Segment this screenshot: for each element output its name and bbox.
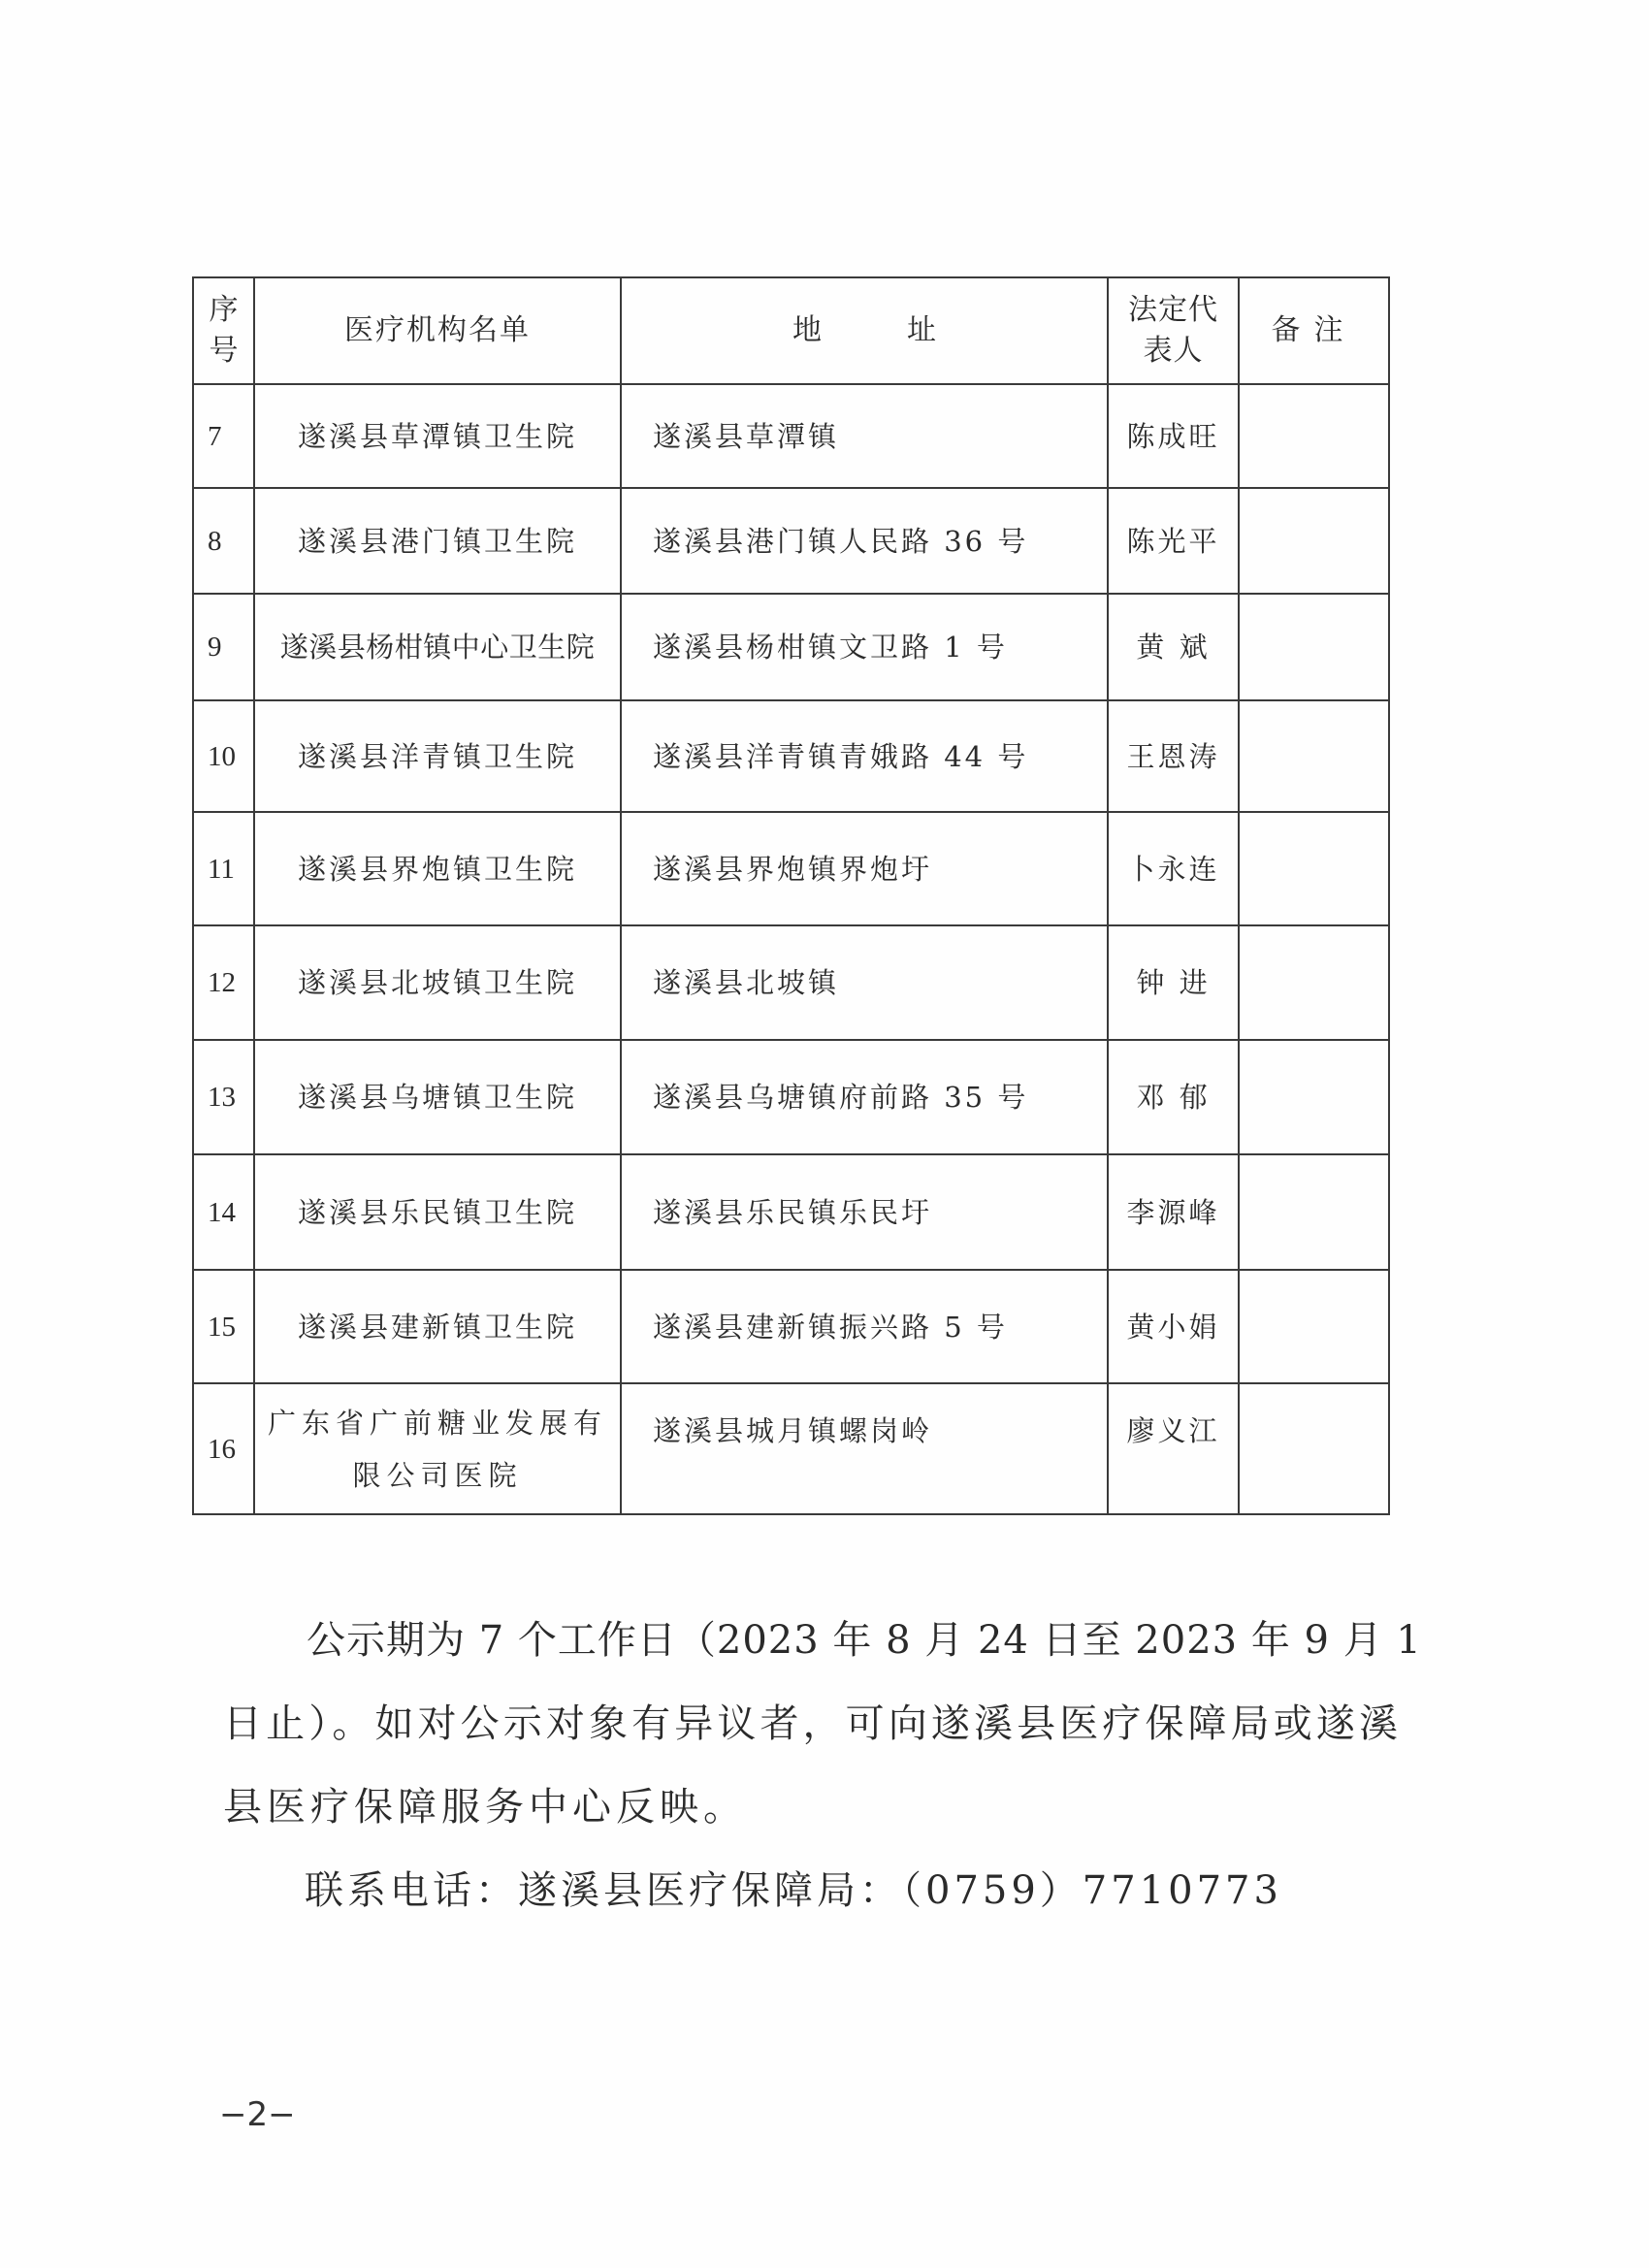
cell-serial-number: 7 [193, 384, 254, 488]
contact-phone: 联系电话：遂溪县医疗保障局：（0759）7710773 [305, 1868, 1282, 1913]
notice-line-3: 县医疗保障服务中心反映。 [223, 1785, 747, 1830]
cell-legal-representative: 邓 郁 [1108, 1040, 1239, 1154]
cell-address: 遂溪县杨柑镇文卫路 1 号 [621, 594, 1108, 700]
cell-institution-name: 遂溪县建新镇卫生院 [254, 1270, 621, 1383]
institution-name-line2: 限公司医院 [352, 1458, 523, 1492]
cell-legal-representative: 黄小娟 [1108, 1270, 1239, 1383]
institution-name-line1: 广东省广前糖业发展有 [267, 1406, 607, 1440]
cell-legal-representative: 黄 斌 [1108, 594, 1239, 700]
header-serial-line2: 号 [209, 334, 239, 368]
cell-remarks [1239, 925, 1389, 1040]
cell-legal-representative: 卜永连 [1108, 812, 1239, 925]
cell-remarks [1239, 594, 1389, 700]
cell-institution-name: 遂溪县港门镇卫生院 [254, 488, 621, 594]
cell-address: 遂溪县洋青镇青娥路 44 号 [621, 700, 1108, 812]
notice-paragraph [223, 1616, 1422, 1950]
cell-institution-name [254, 1383, 621, 1514]
header-rep-line1: 法定代 [1128, 293, 1218, 327]
page-number: −2− [219, 2095, 296, 2134]
cell-address: 遂溪县草潭镇 [621, 384, 1108, 488]
cell-institution-name: 遂溪县杨柑镇中心卫生院 [254, 594, 621, 700]
cell-institution-name: 遂溪县北坡镇卫生院 [254, 925, 621, 1040]
cell-legal-representative: 廖义江 [1108, 1383, 1239, 1514]
cell-serial-number: 11 [193, 812, 254, 925]
cell-serial-number: 8 [193, 488, 254, 594]
cell-remarks [1239, 1270, 1389, 1383]
header-serial-number [193, 277, 254, 384]
cell-institution-name: 遂溪县洋青镇卫生院 [254, 700, 621, 812]
cell-remarks [1239, 1040, 1389, 1154]
cell-remarks [1239, 812, 1389, 925]
table-row [193, 1270, 1389, 1383]
medical-institutions-table [192, 276, 1390, 1515]
cell-legal-representative: 李源峰 [1108, 1154, 1239, 1270]
table-row [193, 1040, 1389, 1154]
cell-serial-number: 16 [193, 1383, 254, 1514]
cell-serial-number: 14 [193, 1154, 254, 1270]
table-row [193, 488, 1389, 594]
cell-serial-number: 15 [193, 1270, 254, 1383]
cell-institution-name: 遂溪县乌塘镇卫生院 [254, 1040, 621, 1154]
cell-serial-number: 12 [193, 925, 254, 1040]
table-row [193, 700, 1389, 812]
table-row [193, 1383, 1389, 1514]
cell-institution-name: 遂溪县界炮镇卫生院 [254, 812, 621, 925]
cell-serial-number: 13 [193, 1040, 254, 1154]
cell-institution-name: 遂溪县草潭镇卫生院 [254, 384, 621, 488]
cell-remarks [1239, 1154, 1389, 1270]
table-row [193, 384, 1389, 488]
cell-address: 遂溪县乐民镇乐民圩 [621, 1154, 1108, 1270]
cell-remarks [1239, 384, 1389, 488]
cell-address: 遂溪县乌塘镇府前路 35 号 [621, 1040, 1108, 1154]
header-remarks: 备注 [1239, 277, 1389, 384]
header-address-char2: 址 [907, 313, 936, 347]
table-row [193, 812, 1389, 925]
cell-legal-representative: 陈光平 [1108, 488, 1239, 594]
cell-institution-name: 遂溪县乐民镇卫生院 [254, 1154, 621, 1270]
notice-line-1: 公示期为 7 个工作日（2023 年 8 月 24 日至 2023 年 9 月 1 [307, 1618, 1422, 1663]
header-address [621, 277, 1108, 384]
cell-serial-number: 9 [193, 594, 254, 700]
notice-line-2: 日止）。如对公示对象有异议者，可向遂溪县医疗保障局或遂溪 [223, 1701, 1399, 1746]
header-legal-representative [1108, 277, 1239, 384]
cell-address: 遂溪县界炮镇界炮圩 [621, 812, 1108, 925]
cell-address: 遂溪县建新镇振兴路 5 号 [621, 1270, 1108, 1383]
cell-address: 遂溪县北坡镇 [621, 925, 1108, 1040]
cell-address: 遂溪县港门镇人民路 36 号 [621, 488, 1108, 594]
header-institution-name: 医疗机构名单 [254, 277, 621, 384]
cell-remarks [1239, 700, 1389, 812]
header-address-char1: 地 [792, 313, 822, 347]
table-header-row [193, 277, 1389, 384]
cell-remarks [1239, 1383, 1389, 1514]
header-rep-line2: 表人 [1143, 334, 1204, 368]
table-row [193, 925, 1389, 1040]
cell-legal-representative: 钟 进 [1108, 925, 1239, 1040]
cell-remarks [1239, 488, 1389, 594]
cell-legal-representative: 陈成旺 [1108, 384, 1239, 488]
cell-legal-representative: 王恩涛 [1108, 700, 1239, 812]
cell-address: 遂溪县城月镇螺岗岭 [621, 1383, 1108, 1514]
header-serial-line1: 序 [209, 293, 239, 327]
table-row [193, 1154, 1389, 1270]
table-row [193, 594, 1389, 700]
cell-serial-number: 10 [193, 700, 254, 812]
